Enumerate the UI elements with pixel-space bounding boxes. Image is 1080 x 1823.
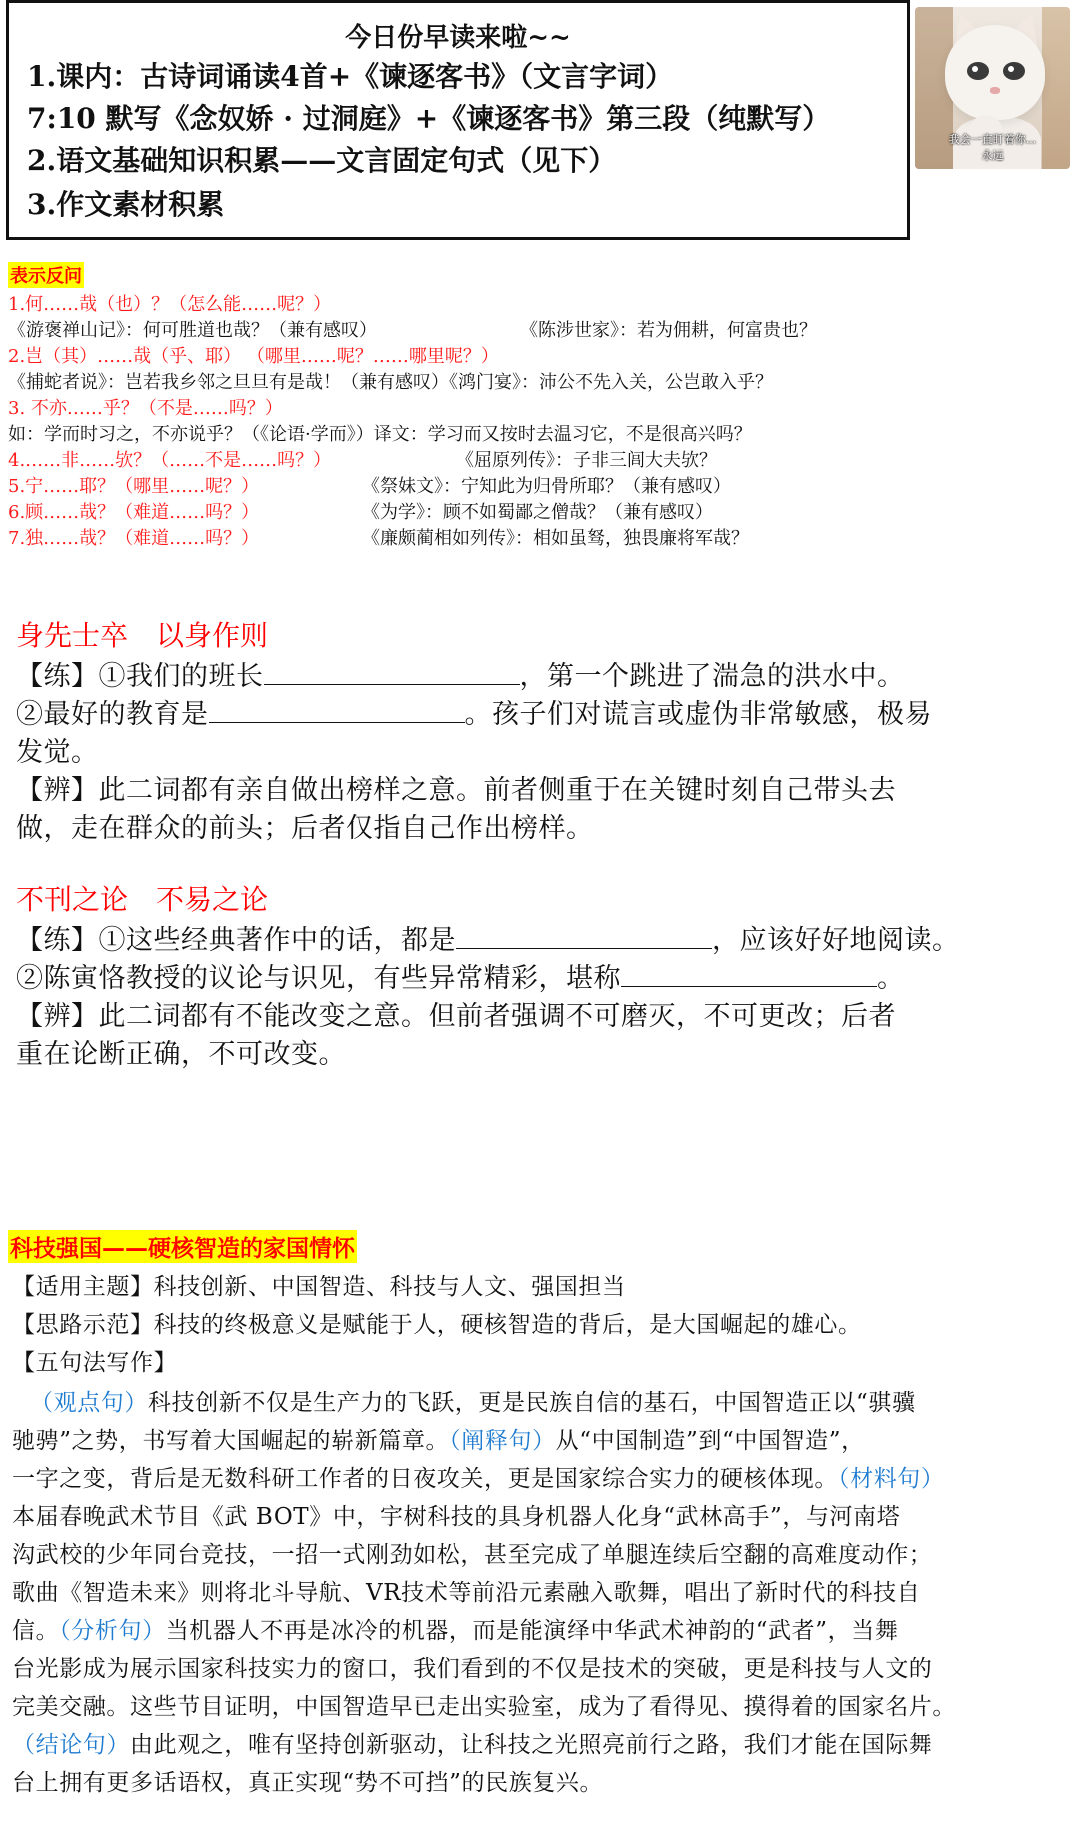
- cat-nose: [990, 87, 1000, 94]
- example-4: 《屈原列传》：子非三闾大夫欤？: [456, 450, 717, 471]
- cat-sticker-image: [915, 7, 1070, 169]
- fill-blank[interactable]: [621, 962, 877, 987]
- idiom-title-2: 不刊之论 不易之论: [16, 883, 269, 916]
- idiom2-distinguish-2: 重在论断正确，不可改变。: [16, 1039, 346, 1070]
- practice-text: 。孩子们对谎言或虚伪非常敏感，极易: [464, 699, 932, 730]
- practice-text: 【练】①我们的班长: [16, 661, 264, 692]
- pattern-5: 5.宁……耶？（哪里……呢？）: [8, 476, 260, 497]
- section-tag-rhetorical: 表示反问: [8, 262, 84, 288]
- cat-head: [945, 25, 1045, 120]
- label-conclusion: （结论句）: [12, 1732, 130, 1758]
- essay-text: 信。: [12, 1618, 60, 1644]
- header-line-1: 1.课内：古诗词诵读4首+《谏逐客书》（文言字词）: [27, 60, 674, 93]
- practice-text: 。: [877, 963, 905, 994]
- essay-text: 从“中国制造”到“中国智造”，: [555, 1428, 865, 1454]
- essay-line-11: 台上拥有更多话语权，真正实现“势不可挡”的民族复兴。: [12, 1770, 604, 1796]
- example-2: 《捕蛇者说》：岂若我乡邻之旦旦有是哉！（兼有感叹）《鸿门宴》：沛公不先入关，公岂敢入乎？: [8, 372, 773, 393]
- essay-theme: 【适用主题】科技创新、中国智造、科技与人文、强国担当: [12, 1274, 626, 1300]
- sticker-caption-1: 我会一直盯着你...: [948, 133, 1037, 146]
- pattern-3: 3. 不亦……乎？（不是……吗？）: [8, 398, 283, 419]
- essay-line-9: 完美交融。这些节目证明，中国智造早已走出实验室，成为了看得见、摸得着的国家名片。: [12, 1694, 956, 1720]
- essay-text: 科技创新不仅是生产力的飞跃，更是民族自信的基石，中国智造正以“骐骥: [148, 1390, 916, 1416]
- example-1a: 《游褒禅山记》：何可胜道也哉？（兼有感叹）: [8, 320, 377, 341]
- essay-line-4: 本届春晚武术节目《武 BOT》中，宇树科技的具身机器人化身“武林高手”，与河南塔: [12, 1504, 901, 1530]
- pattern-6: 6.顾……哉？（难道……吗？）: [8, 502, 260, 523]
- cat-eye-left: [967, 62, 989, 80]
- label-viewpoint: （观点句）: [30, 1390, 148, 1416]
- idiom1-practice-c: 发觉。: [16, 737, 99, 768]
- essay-line-8: 台光影成为展示国家科技实力的窗口，我们看到的不仅是技术的突破，更是科技与人文的: [12, 1656, 933, 1682]
- fill-blank[interactable]: [456, 924, 712, 949]
- example-6: 《为学》：顾不如蜀鄙之僧哉？（兼有感叹）: [362, 502, 713, 523]
- essay-line-6: 歌曲《智造未来》则将北斗导航、VR技术等前沿元素融入歌舞，唱出了新时代的科技自: [12, 1580, 921, 1606]
- header-line-4: 3.作文素材积累: [27, 188, 225, 221]
- essay-line-2: [12, 1422, 865, 1455]
- essay-text: 一字之变，背后是无数科研工作者的日夜攻关，更是国家综合实力的硬核体现。: [12, 1466, 838, 1492]
- essay-line-10: [12, 1726, 932, 1759]
- practice-text: ②陈寅恪教授的议论与识见，有些异常精彩，堪称: [16, 963, 621, 994]
- practice-text: ，第一个跳进了湍急的洪水中。: [519, 661, 905, 692]
- cat-eye-right: [1003, 62, 1025, 80]
- sticker-caption-2: 永远: [981, 149, 1004, 162]
- essay-method: 【五句法写作】: [12, 1350, 178, 1376]
- idiom1-practice-a: [16, 654, 905, 693]
- pattern-7: 7.独……哉？（难道……吗？）: [8, 528, 260, 549]
- pattern-2: 2.岂（其）……哉（乎、耶） （哪里……呢？……哪里呢？）: [8, 346, 499, 367]
- essay-text: 由此观之，唯有坚持创新驱动，让科技之光照亮前行之路，我们才能在国际舞: [130, 1732, 933, 1758]
- practice-text: ②最好的教育是: [16, 699, 209, 730]
- pattern-4: 4.……非……欤？（……不是……吗？）: [8, 450, 332, 471]
- idiom2-practice-b: [16, 956, 905, 995]
- fill-blank[interactable]: [209, 698, 465, 723]
- label-analysis: （分析句）: [59, 1618, 166, 1644]
- example-5: 《祭妹文》：宁知此为归骨所耶？（兼有感叹）: [362, 476, 731, 497]
- idiom1-distinguish-2: 做，走在群众的前头；后者仅指自己作出榜样。: [16, 813, 594, 844]
- idiom1-practice-b: [16, 692, 932, 731]
- essay-idea: 【思路示范】科技的终极意义是赋能于人，硬核智造的背后，是大国崛起的雄心。: [12, 1312, 862, 1338]
- page-title: 今日份早读来啦~~: [345, 23, 571, 53]
- practice-text: 【练】①这些经典著作中的话，都是: [16, 925, 456, 956]
- example-7: 《廉颇蔺相如列传》：相如虽驽，独畏廉将军哉？: [362, 528, 749, 549]
- header-line-2: 7:10 默写《念奴娇 · 过洞庭》+《谏逐客书》第三段（纯默写）: [27, 102, 831, 135]
- pattern-1: 1.何……哉（也）？（怎么能……呢？）: [8, 294, 332, 315]
- label-material: （材料句）: [838, 1466, 945, 1492]
- practice-text: ，应该好好地阅读。: [712, 925, 960, 956]
- idiom-title-1: 身先士卒 以身作则: [16, 619, 269, 652]
- essay-line-5: 沟武校的少年同台竞技，一招一式刚劲如松，甚至完成了单腿连续后空翻的高难度动作；: [12, 1542, 933, 1568]
- example-1b: 《陈涉世家》：若为佣耕，何富贵也？: [520, 320, 817, 341]
- header-line-3: 2.语文基础知识积累——文言固定句式（见下）: [27, 144, 617, 177]
- example-3: 如：学而时习之，不亦说乎？（《论语·学而》）译文：学习而又按时去温习它，不是很高兴吗？: [8, 424, 752, 445]
- idiom1-distinguish-1: 【辨】此二词都有亲自做出榜样之意。前者侧重于在关键时刻自己带头去: [16, 775, 896, 806]
- fill-blank[interactable]: [264, 660, 520, 685]
- idiom2-distinguish-1: 【辨】此二词都有不能改变之意。但前者强调不可磨灭，不可更改；后者: [16, 1001, 896, 1032]
- essay-line-7: [12, 1612, 898, 1645]
- essay-line-3: [12, 1460, 945, 1493]
- section-tag-essay: 科技强国——硬核智造的家国情怀: [8, 1230, 357, 1263]
- essay-text: 驰骋”之势，书写着大国崛起的崭新篇章。: [12, 1428, 450, 1454]
- label-explain: （阐释句）: [449, 1428, 556, 1454]
- essay-text: 当机器人不再是冰冷的机器，而是能演绎中华武术神韵的“武者”，当舞: [165, 1618, 899, 1644]
- essay-line-1: [30, 1384, 916, 1417]
- idiom2-practice-a: [16, 918, 960, 957]
- header-box: [6, 0, 910, 240]
